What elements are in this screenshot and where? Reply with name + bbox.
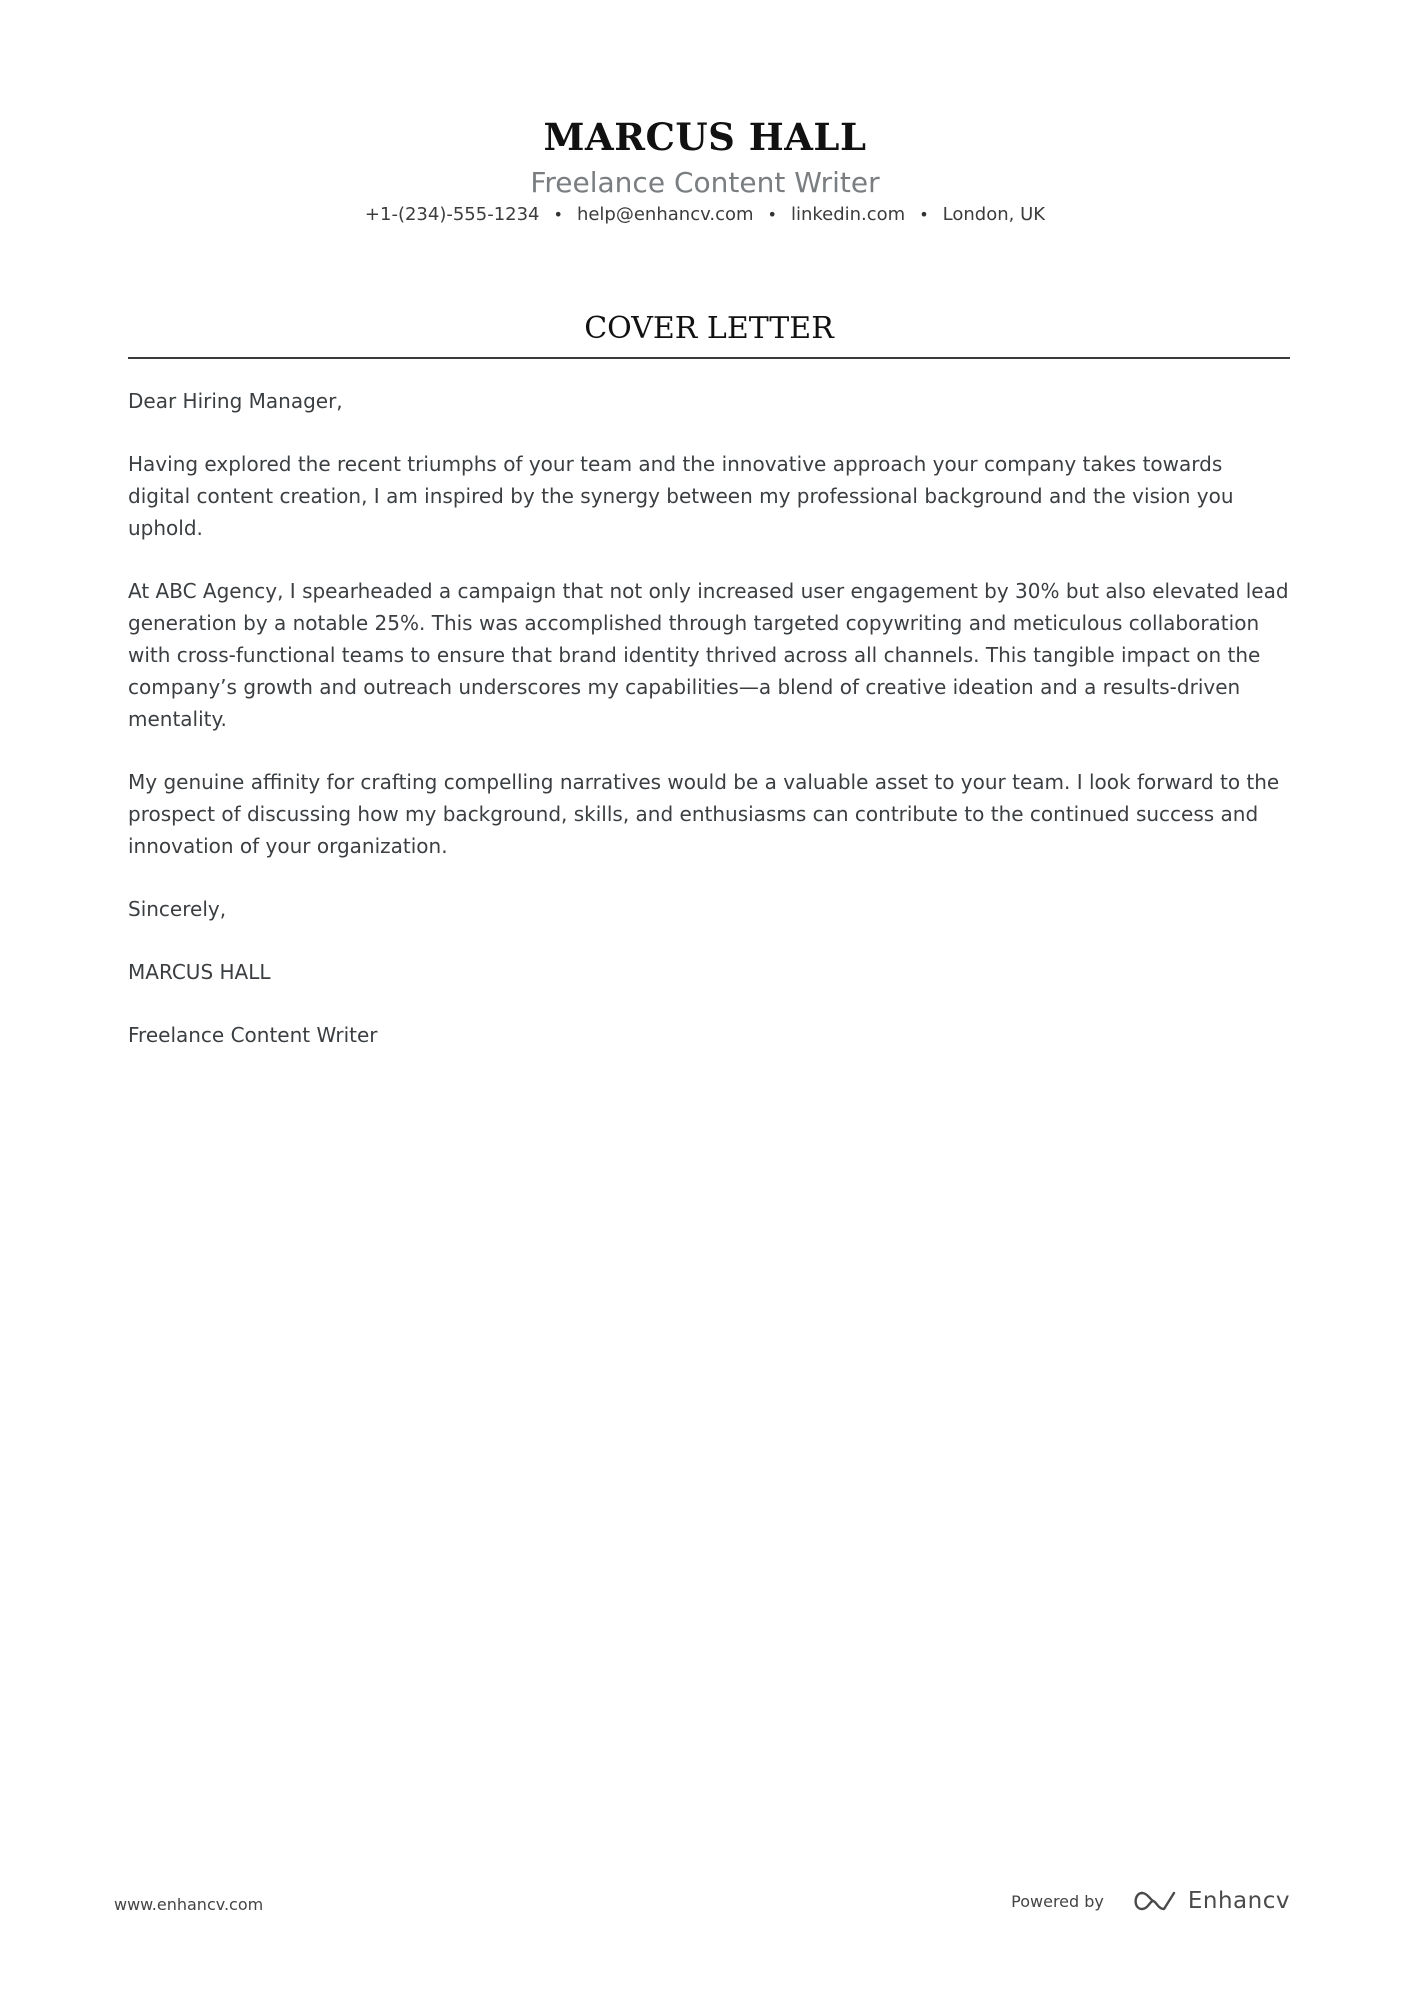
signature-name: MARCUS HALL [128, 960, 271, 984]
contact-linkedin[interactable]: linkedin.com [790, 204, 906, 225]
letter-body [128, 385, 1290, 1082]
letter-header [0, 112, 1410, 228]
applicant-name: MARCUS HALL [543, 115, 867, 159]
letter-paragraph: Having explored the recent triumphs of your team and the innovative approach your company takes towards digital content creation, I am inspired by the synergy between my professional background and the vision you uphold. [128, 452, 1234, 540]
section-title: COVER LETTER [584, 311, 834, 346]
letter-paragraph: My genuine affinity for crafting compelling narratives would be a valuable asset to your team. I look forward to the prospect of discussing how my background, skills, and enthusiasms can contribute to the continued success and innovation of your organization. [128, 770, 1280, 858]
enhancv-logo-icon [1130, 1889, 1176, 1913]
enhancv-brand-name: Enhancv [1187, 1888, 1290, 1914]
footer-website[interactable]: www.enhancv.com [114, 1895, 264, 1914]
powered-by-label: Powered by [1011, 1891, 1104, 1911]
contact-separator: • [919, 205, 929, 224]
letter-closing: Sincerely, [128, 897, 227, 921]
contact-phone: +1-(234)-555-1234 [364, 204, 540, 225]
signature-title: Freelance Content Writer [128, 1023, 378, 1047]
contact-separator: • [553, 205, 563, 224]
contact-separator: • [767, 205, 777, 224]
contact-info [0, 202, 1410, 228]
section-divider [128, 357, 1290, 359]
contact-email[interactable]: help@enhancv.com [576, 204, 754, 225]
letter-paragraph: At ABC Agency, I spearheaded a campaign that not only increased user engagement by 30% but also elevated lead generation by a notable 25%. This was accomplished through targeted copywriting and meticulous collaboration with cross-functional teams to ensure that brand identity thrived across all channels. This tangible impact on the company’s growth and outreach underscores my capabilities—a blend of creative ideation and a results-driven mentality. [128, 579, 1289, 731]
letter-salutation: Dear Hiring Manager, [128, 389, 343, 413]
footer-branding[interactable] [1011, 1888, 1290, 1914]
applicant-title: Freelance Content Writer [530, 166, 880, 199]
contact-location: London, UK [942, 204, 1046, 225]
